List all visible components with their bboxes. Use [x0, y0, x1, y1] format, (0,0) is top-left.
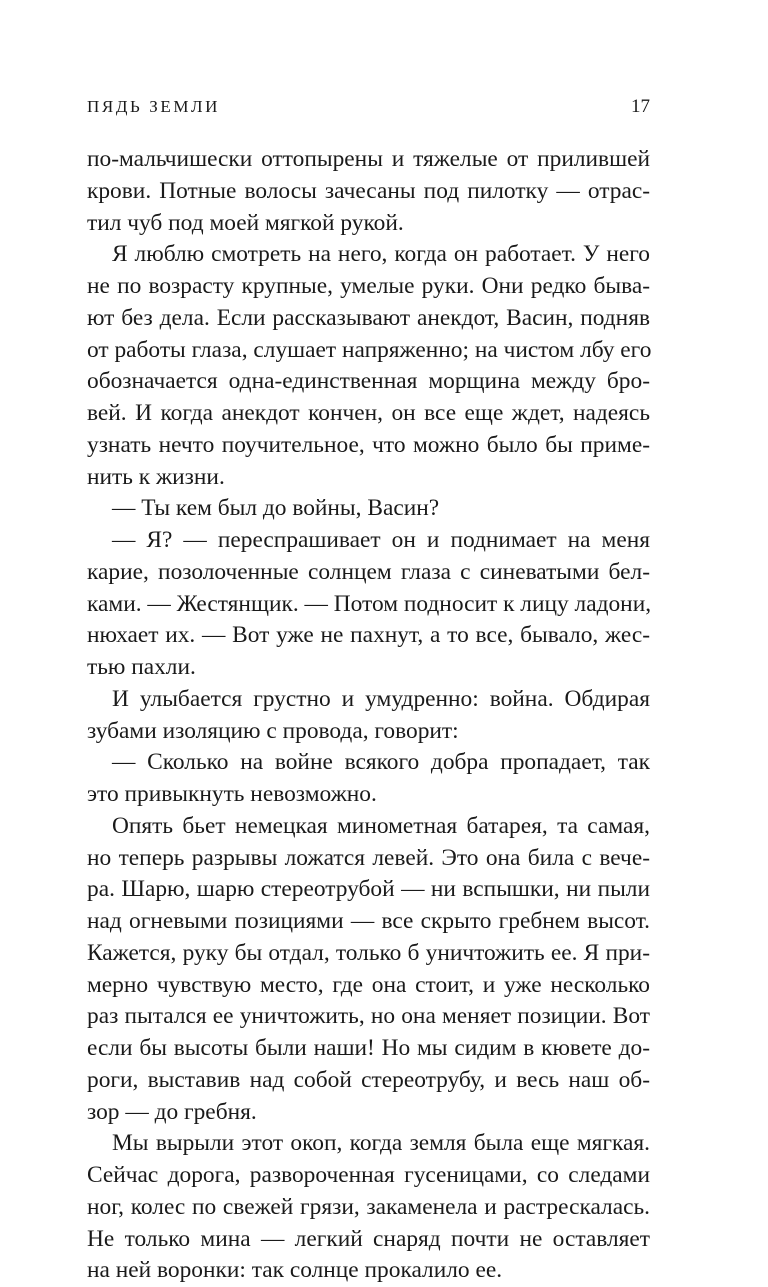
text-line: — Сколько на войне всякого добра пропадает, так [112, 749, 650, 776]
text-line: нить к жизни. [87, 463, 225, 490]
text-line: если бы высоты были наши! Но мы сидим в кювете до- [87, 1035, 650, 1061]
text-line: Мы вырыли этот окоп, когда земля была еще мягкая. [112, 1130, 650, 1157]
text-line: на ней воронки: так солнце прокалило ее. [87, 1257, 503, 1284]
text-line: узнать нечто поучительное, что можно было бы приме- [87, 431, 650, 458]
paragraph [87, 144, 650, 239]
text-line: нюхает их. — Вот уже не пахнут, а то все, бывало, жес- [87, 622, 650, 649]
text-line: Опять бьет немецкая минометная батарея, та самая, [112, 812, 650, 839]
paragraph [87, 525, 650, 684]
text-line: ками. — Жестянщик. — Потом подносит к лицу ладони, [87, 590, 652, 617]
text-line: мерно чувствую место, где она стоит, и уже несколько [87, 971, 650, 998]
text-line: Сейчас дорога, развороченная гусеницами, со следами [87, 1162, 650, 1188]
text-line: тил чуб под моей мягкой рукой. [87, 209, 404, 236]
text-line: — Я? — переспрашивает он и поднимает на меня [112, 527, 650, 553]
text-line: это привыкнуть невозможно. [87, 781, 377, 807]
text-line: роги, выставив над собой стереотрубу, и весь наш об- [87, 1066, 650, 1093]
text-line: — Ты кем был до войны, Васин? [112, 495, 440, 522]
text-line: зор — до гребня. [87, 1098, 257, 1125]
paragraph [87, 747, 650, 811]
body-text [87, 144, 650, 1287]
text-line: ног, колес по свежей грязи, закаменела и растрескалась. [87, 1193, 650, 1220]
paragraph [87, 684, 650, 748]
text-line: раз пытался ее уничтожить, но она меняет позиции. Вот [87, 1003, 650, 1030]
text-line: от работы глаза, слушает напряженно; на чистом лбу его [87, 336, 652, 363]
text-line: над огневыми позициями — все скрыто гребнем высот. [87, 908, 650, 934]
paragraph [87, 239, 650, 493]
text-line: не по возрасту крупные, умелые руки. Они редко быва- [87, 273, 650, 299]
text-line: зубами изоляцию с провода, говорит: [87, 717, 459, 744]
running-title: ПЯДЬ ЗЕМЛИ [87, 97, 221, 116]
running-head [87, 93, 650, 121]
text-line: И улыбается грустно и умудренно: война. Обдирая [112, 685, 650, 712]
text-line: ра. Шарю, шарю стереотрубой — ни вспышки, ни пыли [87, 876, 650, 903]
text-line: по-мальчишески оттопырены и тяжелые от прилившей [87, 146, 650, 172]
text-line: ют без дела. Если рассказывают анекдот, Васин, подняв [87, 304, 650, 331]
text-line: Я люблю смотреть на него, когда он работает. У него [112, 241, 650, 268]
text-line: обозначается одна-единственная морщина между бро- [87, 368, 650, 395]
text-line: Кажется, руку бы отдал, только б уничтожить ее. Я при- [87, 939, 650, 966]
text-line: тью пахли. [87, 654, 196, 680]
page-number: 17 [631, 96, 650, 117]
text-line: вей. И когда анекдот кончен, он все еще ждет, надеясь [87, 400, 650, 426]
paragraph [87, 811, 650, 1129]
text-line: карие, позолоченные солнцем глаза с синеватыми бел- [87, 558, 650, 585]
paragraph [87, 493, 650, 525]
text-line: но теперь разрывы ложатся левей. Это она била с вече- [87, 844, 650, 871]
text-line: крови. Потные волосы зачесаны под пилотку — отрас- [87, 177, 650, 204]
paragraph [87, 1128, 650, 1287]
text-line: Не только мина — легкий снаряд почти не оставляет [87, 1225, 650, 1252]
